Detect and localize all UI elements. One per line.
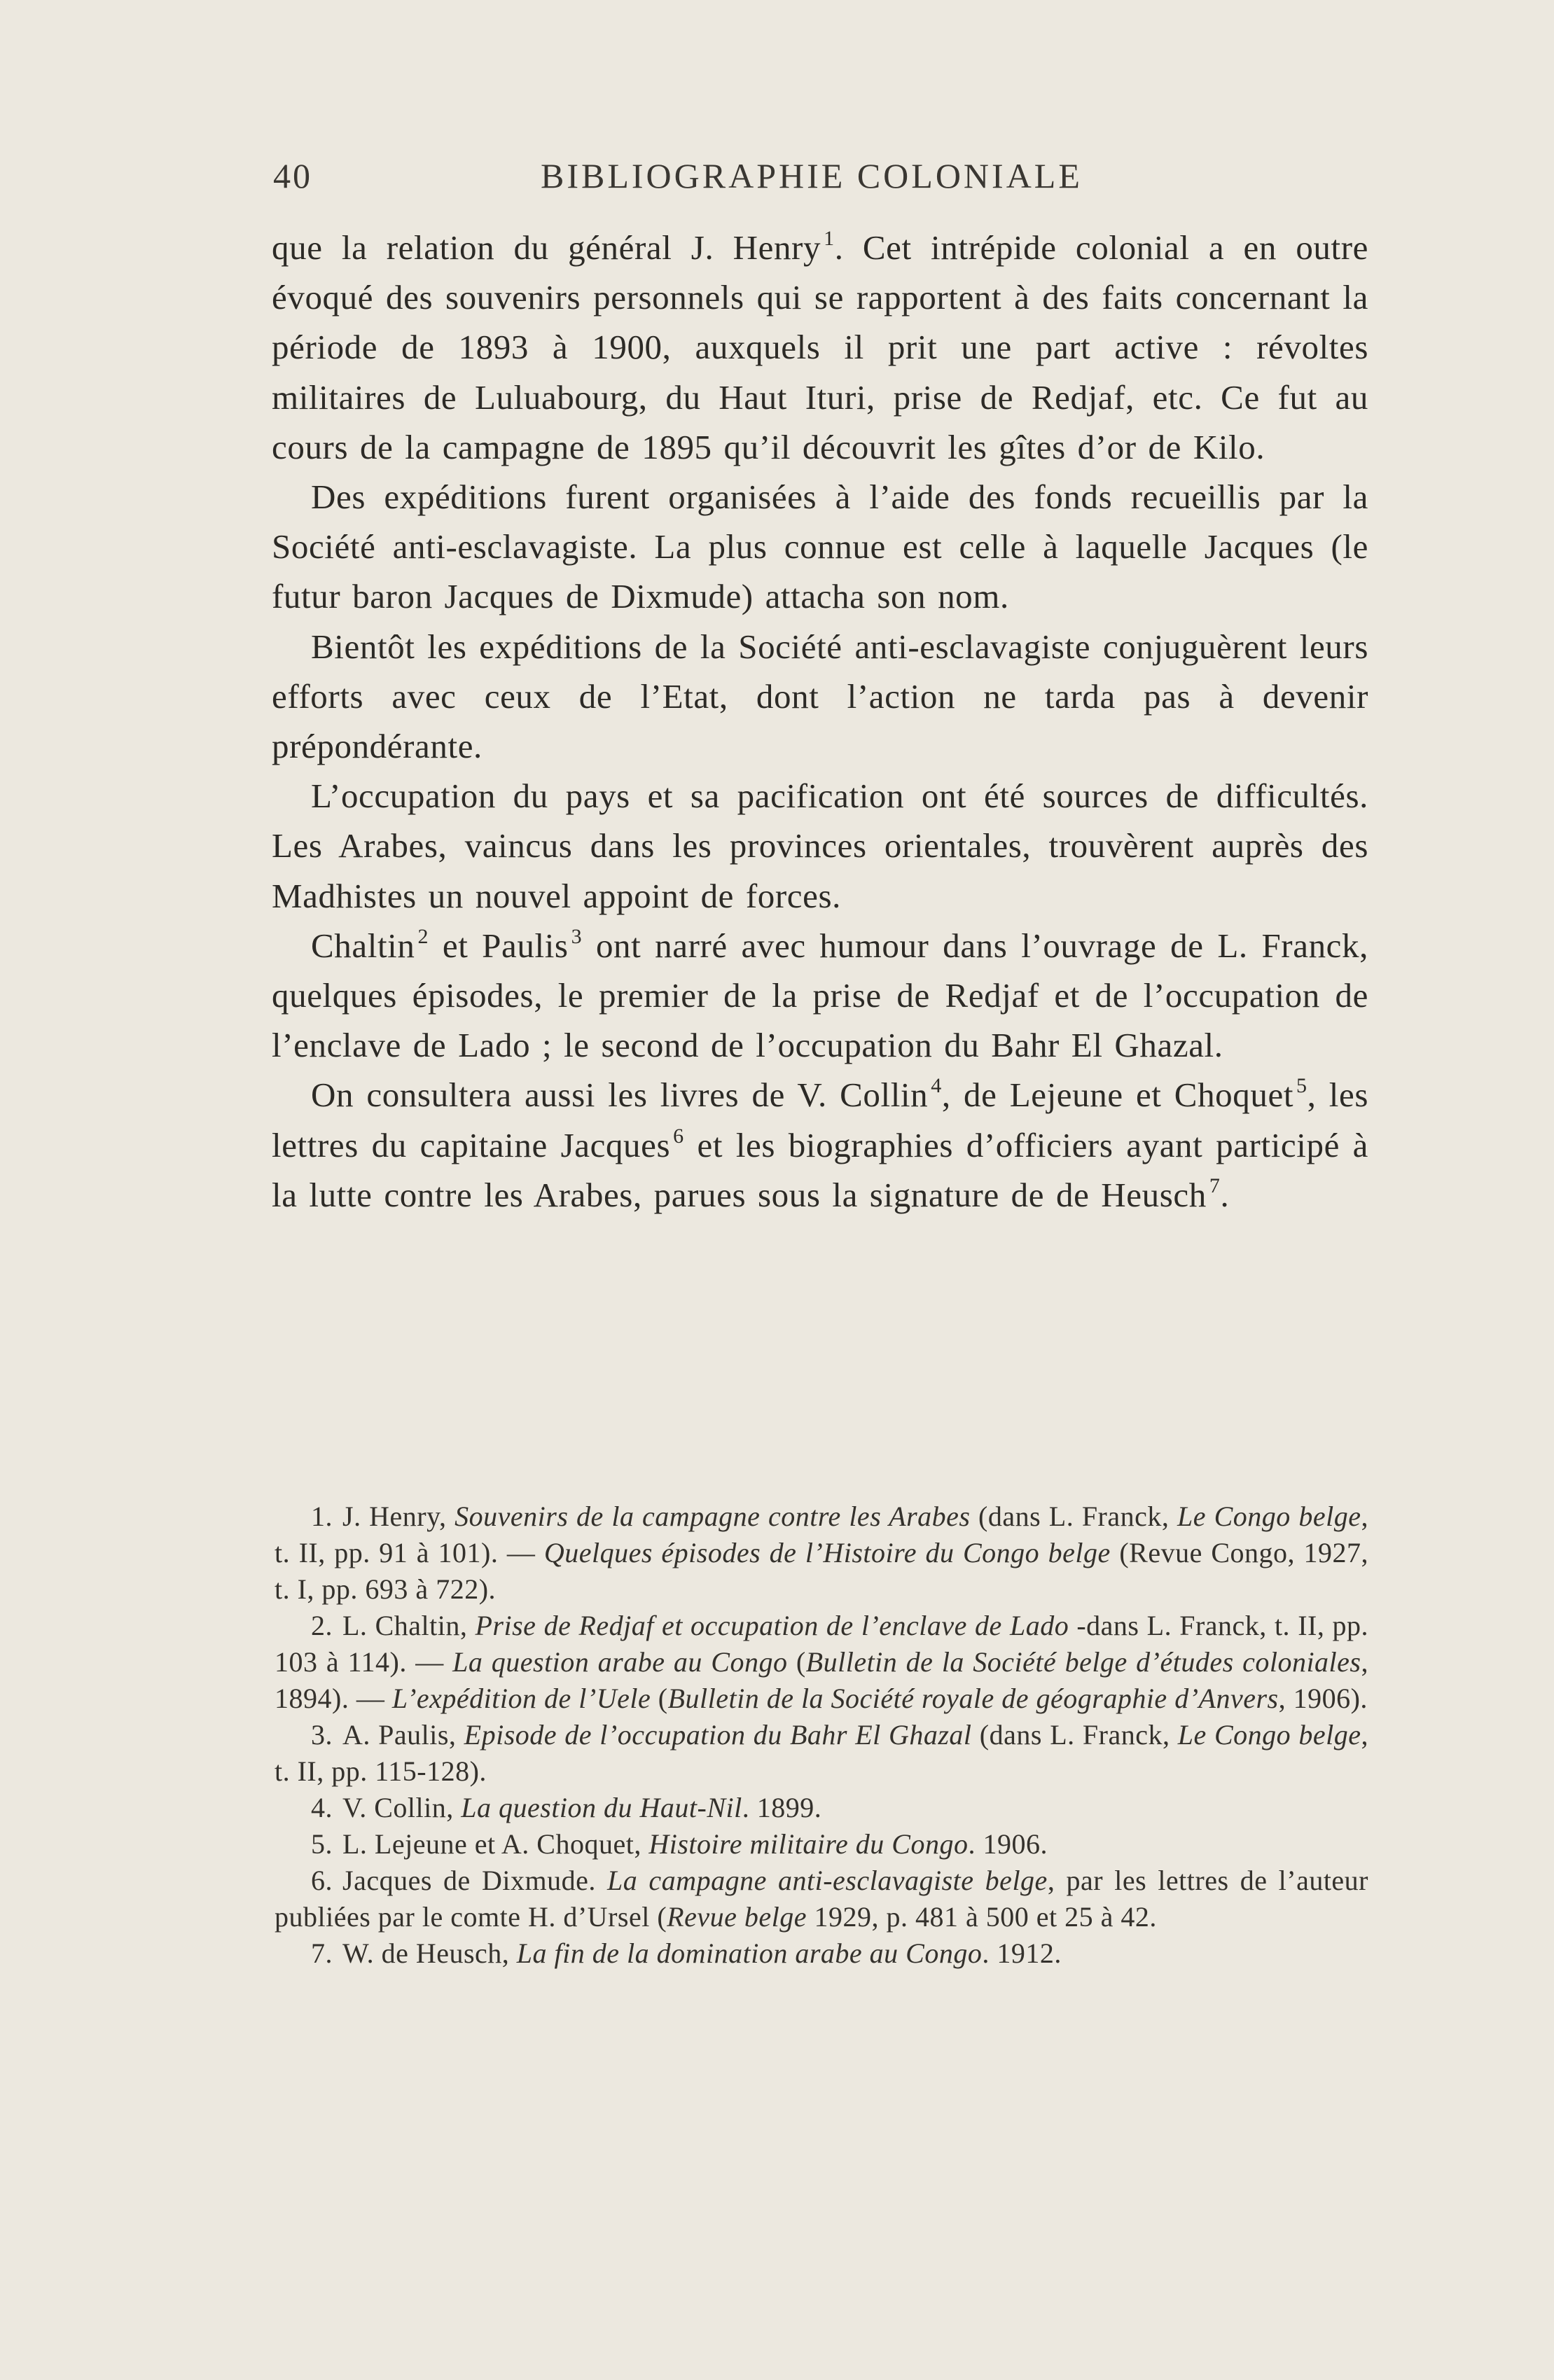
footnote-title: La fin de la domination arabe au Congo	[516, 1937, 983, 1969]
footnote-text: , par les lettres de l’auteur publiées par le comte H. d’Ursel (	[275, 1865, 1369, 1933]
paragraph-5-text-b: et Paulis	[429, 926, 569, 965]
paragraph-6	[272, 1070, 1368, 1220]
footnote-ref-7: 7	[1209, 1174, 1221, 1197]
footnote-text: (dans L. Franck,	[970, 1501, 1177, 1532]
footnote-text: J. Henry,	[342, 1501, 455, 1532]
footnote-3	[275, 1717, 1368, 1790]
footnote-7	[275, 1935, 1368, 1972]
footnote-title: Bulletin de la Société royale de géographie d’Anvers	[667, 1683, 1279, 1714]
main-text	[272, 223, 1368, 1220]
paragraph-5	[272, 921, 1368, 1071]
footnote-title: La question arabe au Congo	[452, 1646, 788, 1678]
footnote-text: , 1894). —	[275, 1646, 1368, 1714]
footnote-text: V. Collin,	[342, 1792, 462, 1823]
footnote-title: Bulletin de la Société belge d’études coloniales	[805, 1646, 1361, 1678]
footnote-text: W. de Heusch,	[342, 1937, 517, 1969]
footnote-text: A. Paulis,	[342, 1719, 464, 1751]
footnote-text: , t. II, pp. 91 à 101). —	[275, 1501, 1368, 1568]
footnote-1	[275, 1498, 1368, 1608]
paragraph-5-text-c: ont narré avec humour dans l’ouvrage de L. Franck, quelques épisodes, le premier de la prise de Redjaf et de l’occupation de l’enclave de Lado ; le second de l’occupation du Bahr El Ghazal.	[272, 926, 1368, 1065]
footnote-title: Le Congo belge	[1177, 1719, 1361, 1751]
running-title: BIBLIOGRAPHIE COLONIALE	[541, 156, 1083, 195]
paragraph-1-text-a: que la relation du général J. Henry	[272, 228, 821, 267]
paragraph-6-text-c: , les lettres du capitaine Jacques	[272, 1076, 1369, 1164]
footnote-number: 1.	[311, 1501, 333, 1532]
footnote-6	[275, 1863, 1368, 1935]
footnote-title: L’expédition de l’Uele	[391, 1683, 651, 1714]
footnote-text: (dans L. Franck,	[971, 1719, 1178, 1751]
footnote-text: Jacques de Dixmude.	[342, 1865, 608, 1896]
paragraph-6-text-b: , de Lejeune et Choquet	[941, 1076, 1294, 1115]
footnote-text: L. Lejeune et A. Choquet,	[342, 1828, 649, 1860]
footnote-text: , 1906).	[1278, 1683, 1368, 1714]
footnote-title: Histoire militaire du Congo	[648, 1828, 969, 1860]
footnote-ref-1: 1	[824, 227, 835, 250]
footnote-title: La campagne anti-esclavagiste belge	[607, 1865, 1048, 1896]
running-head	[273, 155, 1268, 197]
footnote-title: Revue belge	[667, 1901, 807, 1933]
paragraph-3: Bientôt les expéditions de la Société anti-esclavagiste conjuguèrent leurs efforts avec ceux de l’Etat, dont l’action ne tarda pas à devenir prépondérante.	[272, 627, 1368, 766]
paragraph-6-text-a: On consultera aussi les livres de V. Collin	[311, 1076, 929, 1115]
footnote-text: L. Chaltin,	[342, 1610, 476, 1641]
footnote-title: Quelques épisodes de l’Histoire du Congo belge	[543, 1537, 1111, 1568]
footnote-2	[275, 1608, 1368, 1717]
paragraph-4: L’occupation du pays et sa pacification ont été sources de difficultés. Les Arabes, vaincus dans les provinces orientales, trouvèrent auprès des Madhistes un nouvel appoint de forces.	[272, 777, 1368, 915]
footnote-title: Prise de Redjaf et occupation de l’enclave de Lado	[475, 1610, 1069, 1641]
footnote-ref-5: 5	[1296, 1074, 1307, 1098]
paragraph-6-text-e: .	[1220, 1175, 1230, 1214]
footnote-number: 4.	[311, 1792, 333, 1823]
paragraph-2: Des expéditions furent organisées à l’aide des fonds recueillis par la Société anti-esclavagiste. La plus connue est celle à laquelle Jacques (le futur baron Jacques de Dixmude) attacha son nom.	[272, 478, 1368, 616]
footnote-number: 5.	[311, 1828, 333, 1860]
footnote-ref-3: 3	[571, 924, 583, 948]
footnote-ref-4: 4	[931, 1074, 942, 1098]
footnote-number: 7.	[311, 1937, 333, 1969]
footnote-text: (	[787, 1646, 806, 1678]
footnote-text: . 1912.	[982, 1937, 1062, 1969]
footnote-text: (Revue Congo, 1927, t. I, pp. 693 à 722).	[275, 1537, 1369, 1605]
footnote-title: Episode de l’occupation du Bahr El Ghazal	[464, 1719, 972, 1751]
footnote-4	[275, 1790, 1368, 1826]
footnote-text: . 1899.	[742, 1792, 822, 1823]
footnote-title: La question du Haut-Nil	[461, 1792, 742, 1823]
footnote-text: . 1906.	[968, 1828, 1048, 1860]
footnote-text: , t. II, pp. 115-128).	[275, 1719, 1368, 1787]
footnote-text: -dans L. Franck, t. II, pp. 103 à 114). —	[275, 1610, 1368, 1678]
footnote-title: Le Congo belge	[1177, 1501, 1361, 1532]
footnote-ref-6: 6	[673, 1124, 684, 1148]
paragraph-1	[272, 223, 1368, 472]
footnote-number: 3.	[311, 1719, 333, 1751]
paragraph-5-text-a: Chaltin	[311, 926, 415, 965]
footnote-title: Souvenirs de la campagne contre les Arabes	[455, 1501, 971, 1532]
footnote-number: 6.	[311, 1865, 333, 1896]
paragraph-1-text-b: . Cet intrépide colonial a en outre évoqué des souvenirs personnels qui se rapportent à des faits concernant la période de 1893 à 1900, auxquels il prit une part active : révoltes militaires de Luluabourg, du Haut Ituri, prise de Redjaf, etc. Ce fut au cours de la campagne de 1895 qu’il découvrit les gîtes d’or de Kilo.	[272, 228, 1369, 466]
page-number: 40	[273, 156, 312, 195]
footnote-text: 1929, p. 481 à 500 et 25 à 42.	[806, 1901, 1157, 1933]
footnote-ref-2: 2	[417, 924, 429, 948]
footnote-text: (	[651, 1683, 668, 1714]
paragraph-6-text-d: et les biographies d’officiers ayant participé à la lutte contre les Arabes, parues sous la signature de de Heusch	[272, 1125, 1368, 1214]
footnote-number: 2.	[311, 1610, 333, 1641]
footnotes	[275, 1498, 1368, 1972]
footnote-5	[275, 1826, 1368, 1863]
